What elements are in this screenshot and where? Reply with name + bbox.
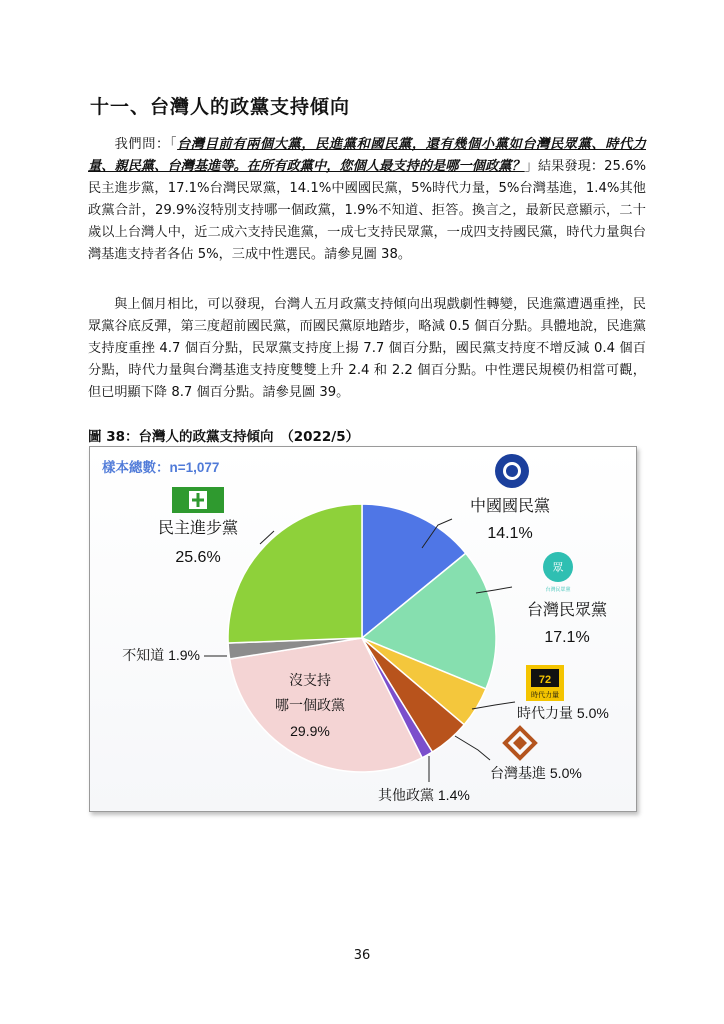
label-kmt-name: 中國國民黨 [469, 498, 551, 515]
label-neutral-line1: 沒支持 [289, 672, 331, 688]
tsp-logo [505, 728, 535, 758]
tpp-logo [543, 552, 573, 593]
svg-text:眾: 眾 [552, 562, 564, 574]
page-number: 36 [353, 948, 371, 963]
label-tpp-value: 17.1% [544, 629, 590, 646]
kmt-logo [495, 454, 529, 488]
label-others: 其他政黨 1.4% [378, 787, 470, 803]
results-text: 」結果發現：25.6%民主進步黨，17.1%台灣民眾黨，14.1%中國國民黨，5%時代力量，5%台灣基進，1.4%其他政黨合計，29.9%沒特別支持哪一個政黨，1.9%不知道、拒答。換言之，最新民意顯示，二十歲以上台灣人中，近二成六支持民進黨，一成七支持民眾黨，一成四支持國民黨，時代力量與台灣基進支持者各佔 5%，三成中性選民。請參見圖 38。 [88, 159, 646, 262]
label-unknown: 不知道 1.9% [122, 647, 200, 663]
pie-slices [228, 504, 496, 772]
npp-logo [526, 665, 564, 701]
label-kmt-value: 14.1% [487, 525, 533, 542]
paragraph-1 [88, 134, 646, 266]
label-dpp-name: 民主進步黨 [157, 520, 239, 537]
comparison-text: 與上個月相比，可以發現，台灣人五月政黨支持傾向出現戲劇性轉變，民進黨遭遇重挫，民眾黨谷底反彈，第三度超前國民黨，而國民黨原地踏步，略減 0.5 個百分點。具體地說，民進黨支持度重挫 4.7 個百分點，民眾黨支持度上揚 7.7 個百分點，國民黨支持度不增反減 0.4 個百分點，時代力量與台灣基進支持度雙雙上升 2.4 和 2.2 個百分點。中性選民規模仍相當可觀，但已明顯下降 8.7 個百分點。請參見圖 39。 [88, 297, 646, 400]
leader-line-tsp [455, 736, 490, 760]
svg-text:72: 72 [538, 674, 552, 686]
paragraph-2 [88, 294, 646, 404]
figure-caption: 圖 38：台灣人的政黨支持傾向 （2022/5） [88, 429, 360, 445]
svg-text:時代力量: 時代力量 [531, 692, 559, 699]
section-heading: 十一、台灣人的政黨支持傾向 [90, 96, 351, 118]
label-tpp-name: 台灣民眾黨 [526, 602, 608, 619]
label-tsp: 台灣基進 5.0% [490, 765, 582, 781]
label-dpp-value: 25.6% [175, 549, 221, 566]
label-npp: 時代力量 5.0% [517, 705, 609, 721]
pie-chart [90, 447, 636, 811]
pie-slice-7 [228, 504, 362, 643]
svg-text:台灣民眾黨: 台灣民眾黨 [545, 587, 571, 593]
sample-size-label: 樣本總數：n=1,077 [102, 460, 220, 475]
dpp-logo [172, 487, 224, 513]
label-neutral-value: 29.9% [290, 723, 330, 739]
label-neutral-line2: 哪一個政黨 [275, 697, 345, 713]
question-intro: 我們問：「 [114, 137, 178, 152]
pie-chart-frame [89, 446, 637, 812]
survey-question: 台灣目前有兩個大黨，民進黨和國民黨，還有幾個小黨如台灣民眾黨、時代力量、親民黨、台灣基進等。在所有政黨中，您個人最支持的是哪一個政黨？ [88, 137, 646, 174]
